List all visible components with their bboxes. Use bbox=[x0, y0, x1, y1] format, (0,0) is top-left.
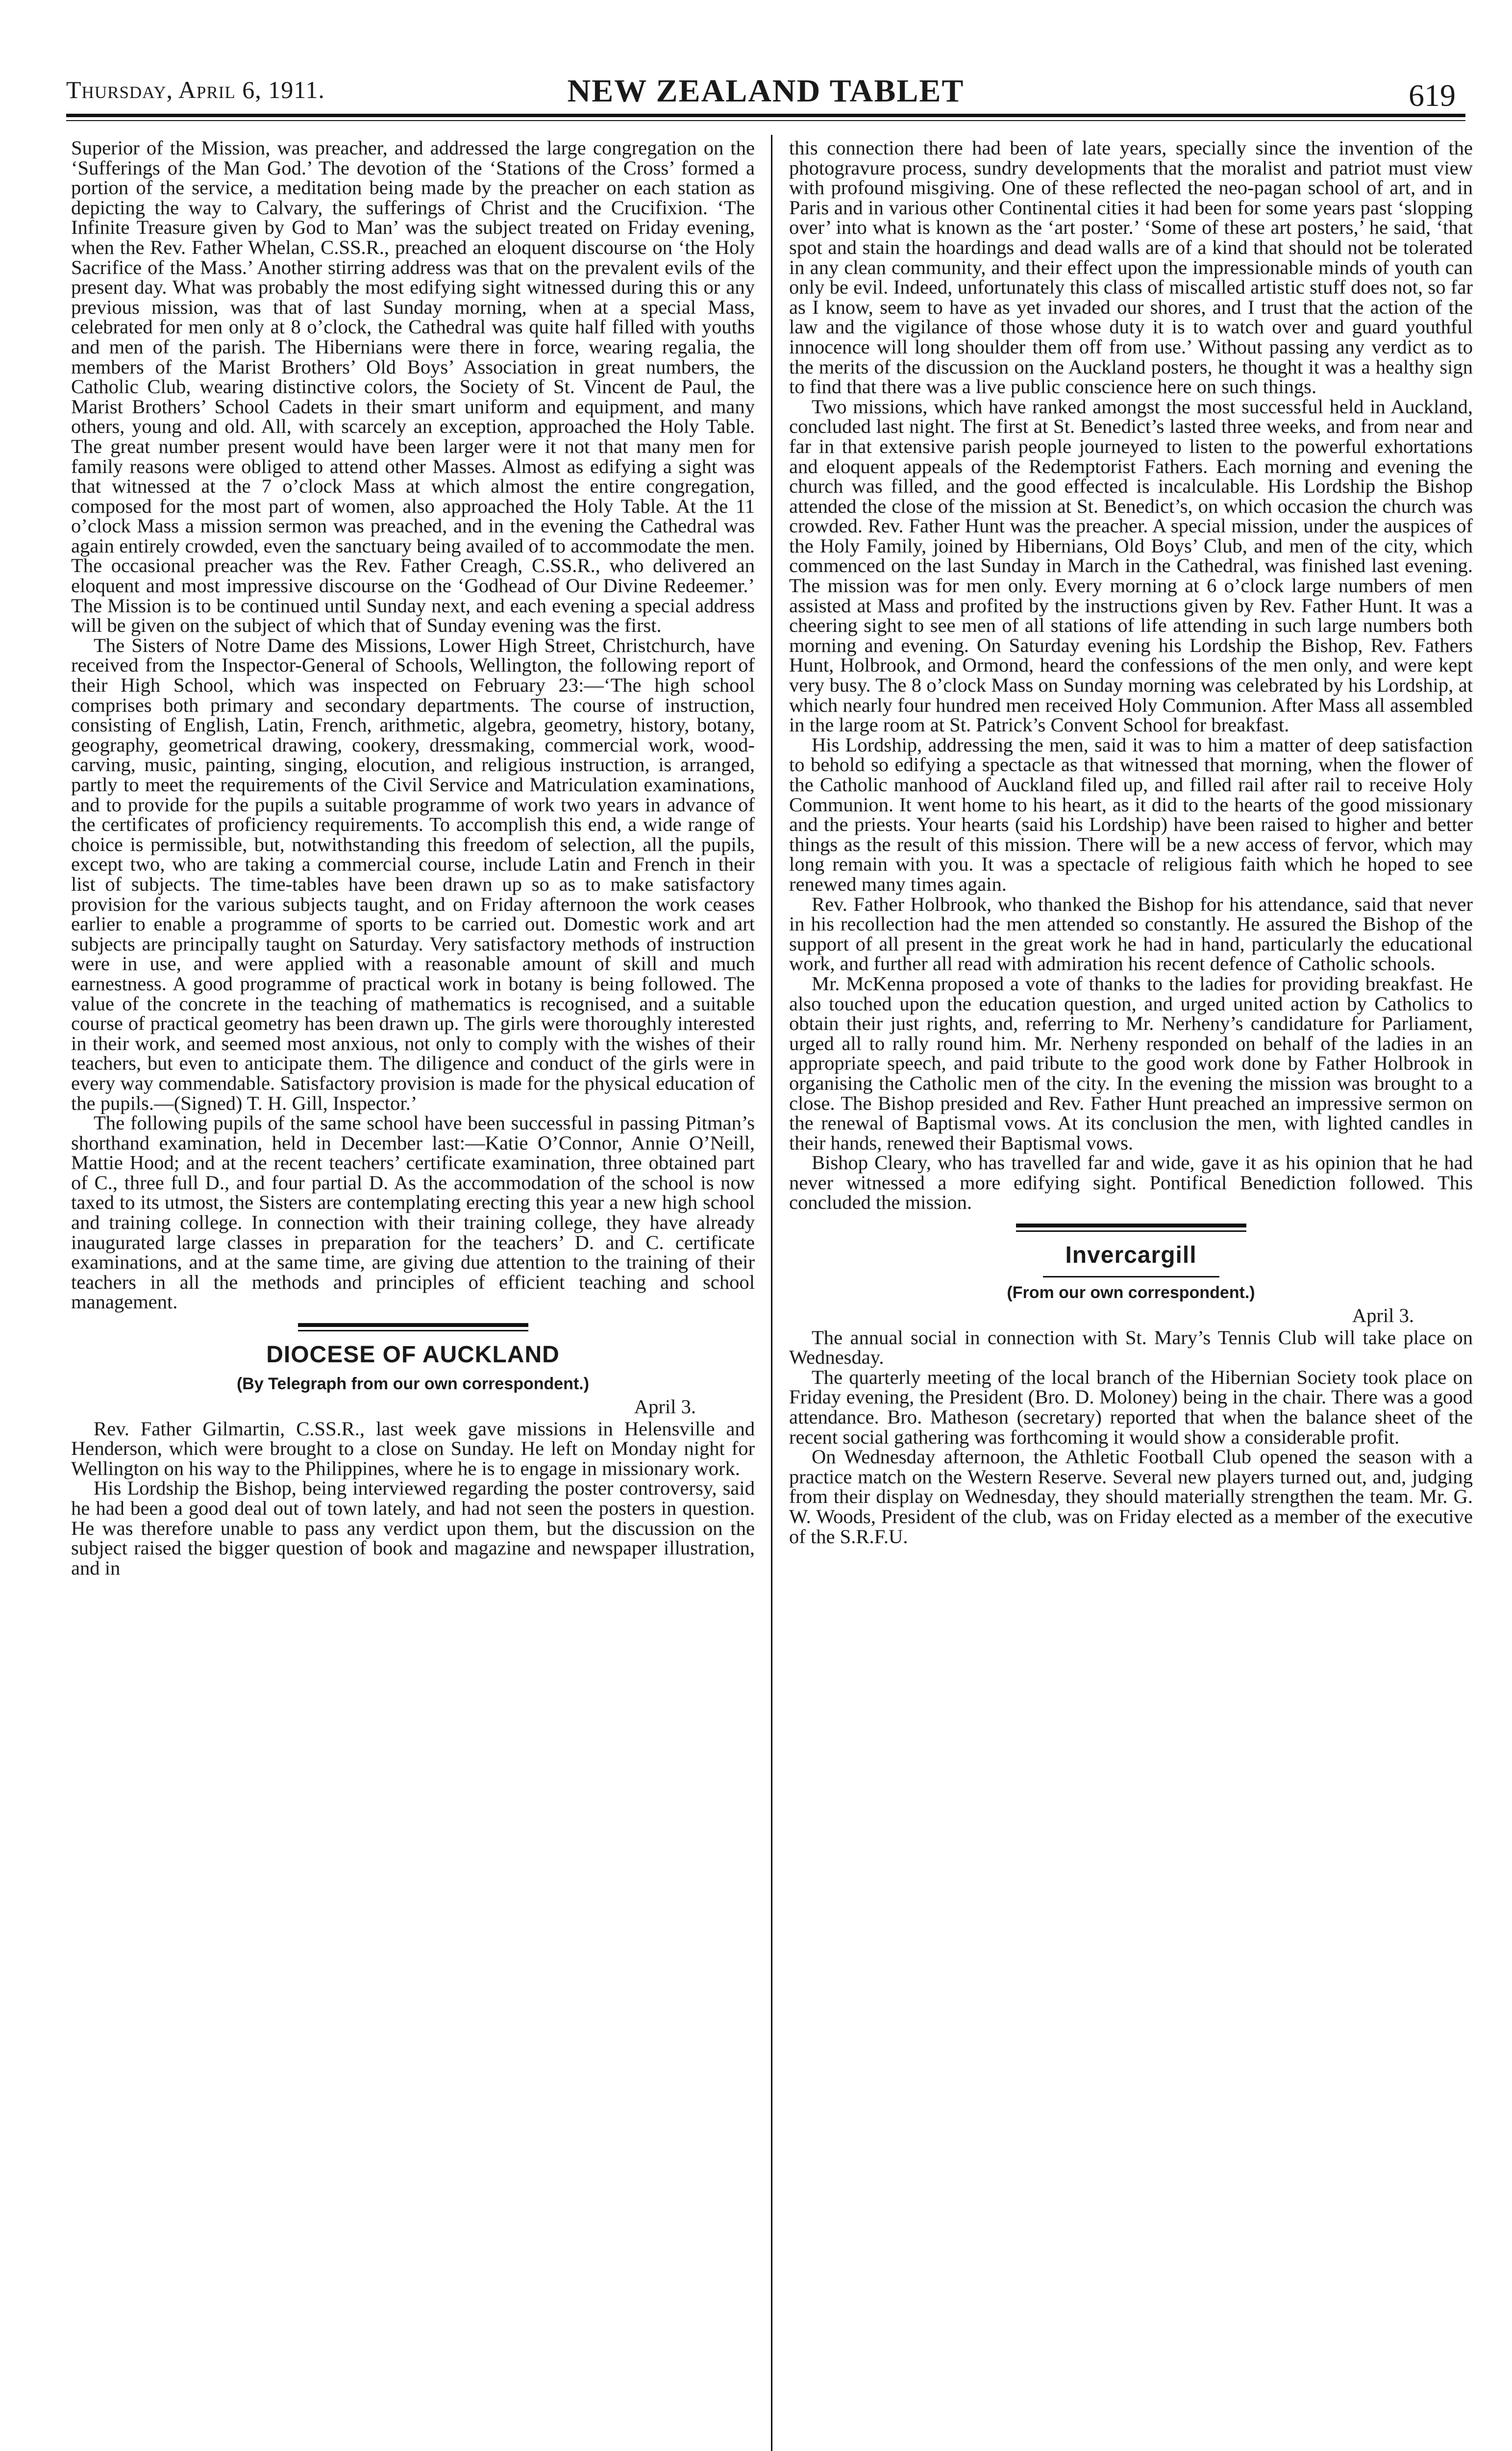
page-number: 619 bbox=[1409, 78, 1456, 113]
dateline-invercargill: April 3. bbox=[1352, 1304, 1414, 1327]
heading-underline bbox=[1043, 1276, 1219, 1277]
section-heading-invercargill: Invercargill bbox=[1065, 1242, 1197, 1269]
right-column bbox=[789, 138, 1473, 2451]
left-column bbox=[71, 138, 755, 2451]
issue-date: Thursday, April 6, 1911. bbox=[66, 76, 325, 103]
article-paragraph: His Lordship the Bishop, being interviewed regarding the poster controversy, said he had been a good deal out of town lately, and had not seen the posters in question. He was therefore unable to pass any verdict upon them, but the discussion on the subject raised the bigger question of book and magazine and newspaper illustration, and in bbox=[71, 1477, 755, 1579]
article-paragraph: Superior of the Mission, was preacher, and addressed the large congregation on the ‘Sufferings of the Man God.’ The devotion of the ‘Stations of the Cross’ formed a portion of the service, a meditation being made by the preacher on each station as depicting the way to Calvary, the sufferings of Christ and the Crucifixion. ‘The Infinite Treasure given by God to Man’ was the subject treated on Friday evening, when the Rev. Father Whelan, C.SS.R., preached an eloquent discourse on ‘the Holy Sacrifice of the Mass.’ Another stirring address was that on the prevalent evils of the present day. What was probably the most edifying sight witnessed during this or any previous mission, was that of last Sunday morning, when at a special Mass, celebrated for men only at 8 o’clock, the Cathedral was quite half filled with youths and men of the parish. The Hibernians were there in force, wearing regalia, the members of the Marist Brothers’ Old Boys’ Association in great numbers, the Catholic Club, wearing distinctive colors, the Society of St. Vincent de Paul, the Marist Brothers’ School Cadets in their smart uniform and equipment, and many others, young and old. All, with scarcely an exception, approached the Holy Table. The great number present would have been larger were it not that many men for family reasons were obliged to attend other Masses. Almost as edifying a sight was that witnessed at the 7 o’clock Mass at which almost the entire congregation, composed for the most part of women, also approached the Holy Table. At the 11 o’clock Mass a mission sermon was preached, and in the evening the Cathedral was again entirely crowded, even the sanctuary being availed of to accommodate the men. The occasional preacher was the Rev. Father Creagh, C.SS.R., who delivered an eloquent and most impressive discourse on the ‘Godhead of Our Divine Redeemer.’ The Mission is to be continued until Sunday next, and each evening a special address will be given on the subject of which that of Sunday evening was the first. bbox=[71, 138, 755, 637]
article-paragraph: The Sisters of Notre Dame des Missions, Lower High Street, Christchurch, have received from the Inspector-General of Schools, Wellington, the following report of their High School, which was inspected on February 23:—‘The high school comprises both primary and secondary departments. The course of instruction, consisting of English, Latin, French, arithmetic, algebra, geometry, history, botany, geography, geometrical drawing, cookery, dressmaking, commercial work, wood-carving, music, painting, singing, elocution, and religious instruction, is arranged, partly to meet the requirements of the Civil Service and Matriculation examinations, and to provide for the pupils a suitable programme of work two years in advance of the certificates of proficiency requirements. To accomplish this end, a wide range of choice is permissible, but, notwithstanding this freedom of selection, all the pupils, except two, who are taking a commercial course, include Latin and French in their list of subjects. The time-tables have been drawn up so as to make satisfactory provision for the various subjects taught, and on Friday afternoon the work ceases earlier to enable a programme of sports to be carried out. Domestic work and art subjects are principally taught on Saturday. Very satisfactory methods of instruction were in use, and were applied with a reasonable amount of skill and much earnestness. A good programme of practical work in botany is being followed. The value of the concrete in the teaching of mathematics is recognised, and a suitable course of practical geometry has been drawn up. The girls were thoroughly interested in their work, and seemed most anxious, not only to comply with the wishes of their teachers, but even to anticipate them. The diligence and conduct of the girls were in every way commendable. Satisfactory provision is made for the physical education of the pupils.—(Signed) T. H. Gill, Inspector.’ bbox=[71, 634, 755, 1114]
article-paragraph: His Lordship, addressing the men, said it was to him a matter of deep satisfaction to behold so edifying a spectacle as that witnessed that morning, when the flower of the Catholic manhood of Auckland filed up, and filled rail after rail to receive Holy Communion. It went home to his heart, as it did to the hearts of the good missionary and the priests. Your hearts (said his Lordship) have been raised to higher and better things as the result of this mission. There will be a new access of fervor, which may long remain with you. It was a spectacle of religious faith which he hoped to see renewed many times again. bbox=[789, 733, 1473, 895]
section-separator bbox=[298, 1323, 528, 1331]
column-divider bbox=[771, 135, 772, 2451]
article-paragraph: The following pupils of the same school have been successful in passing Pitman’s shorthand examination, held in December last:—Katie O’Connor, Annie O’Neill, Mattie Hood; and at the recent teachers’ certificate examination, three obtained part of C., three full D., and four partial D. As the accommodation of the school is now taxed to its utmost, the Sisters are contemplating erecting this year a new high school and training college. In connection with their training college, they have already inaugurated large classes in preparation for the teachers’ D. and C. certificate examinations, and at the same time, are giving due attention to the training of their teachers in all the methods and principles of efficient teaching and school management. bbox=[71, 1112, 755, 1313]
section-heading-auckland: DIOCESE OF AUCKLAND bbox=[266, 1342, 560, 1368]
article-paragraph: Rev. Father Gilmartin, C.SS.R., last week gave missions in Helensville and Henderson, which were brought to a close on Sunday. He left on Monday night for Wellington on his way to the Philippines, where he is to engage in missionary work. bbox=[71, 1417, 755, 1479]
dateline-auckland: April 3. bbox=[634, 1396, 696, 1418]
masthead bbox=[66, 73, 1465, 112]
article-paragraph: this connection there had been of late years, specially since the invention of the photogravure process, sundry developments that the moralist and patriot must view with profound misgiving. One of these reflected the neo-pagan school of art, and in Paris and in various other Continental cities it had been for some years past ‘slopping over’ into what is known as the ‘art poster.’ ‘Some of these art posters,’ he said, ‘that spot and stain the hoardings and dead walls are of a kind that should not be tolerated in any clean community, and their effect upon the impressionable minds of youth can only be evil. Indeed, unfortunately this class of miscalled artistic stuff does not, so far as I know, seem to have as yet invaded our shores, and I trust that the action of the law and the vigilance of those whose duty it is to watch over and guard youthful innocence will long shoulder them off from use.’ Without passing any verdict as to the merits of the discussion on the Auckland posters, he thought it was a healthy sign to find that there was a live public conscience here on such things. bbox=[789, 138, 1473, 398]
section-subheading-auckland: (By Telegraph from our own correspondent.) bbox=[236, 1375, 590, 1394]
article-paragraph: Rev. Father Holbrook, who thanked the Bishop for his attendance, said that never in his recollection had the men attended so constantly. He assured the Bishop of the support of all present in the great work he had in hand, particularly the educational work, and further all read with admiration his recent defence of Catholic schools. bbox=[789, 893, 1473, 975]
header-rule-thick bbox=[66, 114, 1465, 117]
publication-title: NEW ZEALAND TABLET bbox=[567, 73, 965, 109]
article-paragraph: On Wednesday afternoon, the Athletic Football Club opened the season with a practice match on the Western Reserve. Several new players turned out, and, judging from their display on Wednesday, they should materially strengthen the team. Mr. G. W. Woods, President of the club, was on Friday elected as a member of the executive of the S.R.F.U. bbox=[789, 1446, 1473, 1548]
article-paragraph: Two missions, which have ranked amongst the most successful held in Auckland, concluded last night. The first at St. Benedict’s lasted three weeks, and from near and far in that extensive parish people journeyed to listen to the powerful exhortations and eloquent appeals of the Redemptorist Fathers. Each morning and evening the church was filled, and the good effected is incalculable. His Lordship the Bishop attended the close of the mission at St. Benedict’s, on which occasion the church was crowded. Rev. Father Hunt was the preacher. A special mission, under the auspices of the Holy Family, joined by Hibernians, Old Boys’ Club, and men of the city, which commenced on the last Sunday in March in the Cathedral, was finished last evening. The mission was for men only. Every morning at 6 o’clock large numbers of men assisted at Mass and profited by the instructions given by Rev. Father Hunt. It was a cheering sight to see men of all stations of life attending in such large numbers both morning and evening. On Saturday evening his Lordship the Bishop, Rev. Fathers Hunt, Holbrook, and Ormond, heard the confessions of the men only, and were kept very busy. The 8 o’clock Mass on Sunday morning was celebrated by his Lordship, at which nearly four hundred men received Holy Communion. After Mass all assembled in the large room at St. Patrick’s Convent School for breakfast. bbox=[789, 395, 1473, 736]
section-separator bbox=[1016, 1224, 1246, 1232]
article-paragraph: The annual social in connection with St. Mary’s Tennis Club will take place on Wednesday. bbox=[789, 1326, 1473, 1369]
header-rule-thin bbox=[66, 120, 1465, 121]
article-paragraph: Bishop Cleary, who has travelled far and wide, gave it as his opinion that he had never witnessed a more edifying sight. Pontifical Benediction followed. This concluded the mission. bbox=[789, 1151, 1473, 1214]
section-subheading-invercargill: (From our own correspondent.) bbox=[1007, 1283, 1255, 1302]
article-paragraph: Mr. McKenna proposed a vote of thanks to the ladies for providing breakfast. He also touched upon the education question, and urged united action by Catholics to obtain their just rights, and, referring to Mr. Nerheny’s candidature for Parliament, urged all to rally round him. Mr. Nerheny responded on behalf of the ladies in an appropriate speech, and paid tribute to the good work done by Father Holbrook in organising the Catholic men of the city. In the evening the mission was brought to a close. The Bishop presided and Rev. Father Hunt preached an impressive sermon on the renewal of Baptismal vows. At its conclusion the men, with lighted candles in their hands, renewed their Baptismal vows. bbox=[789, 972, 1473, 1154]
article-paragraph: The quarterly meeting of the local branch of the Hibernian Society took place on Friday evening, the President (Bro. D. Moloney) being in the chair. There was a good attendance. Bro. Matheson (secretary) reported that when the balance sheet of the recent social gathering was forthcoming it would show a considerable profit. bbox=[789, 1366, 1473, 1448]
